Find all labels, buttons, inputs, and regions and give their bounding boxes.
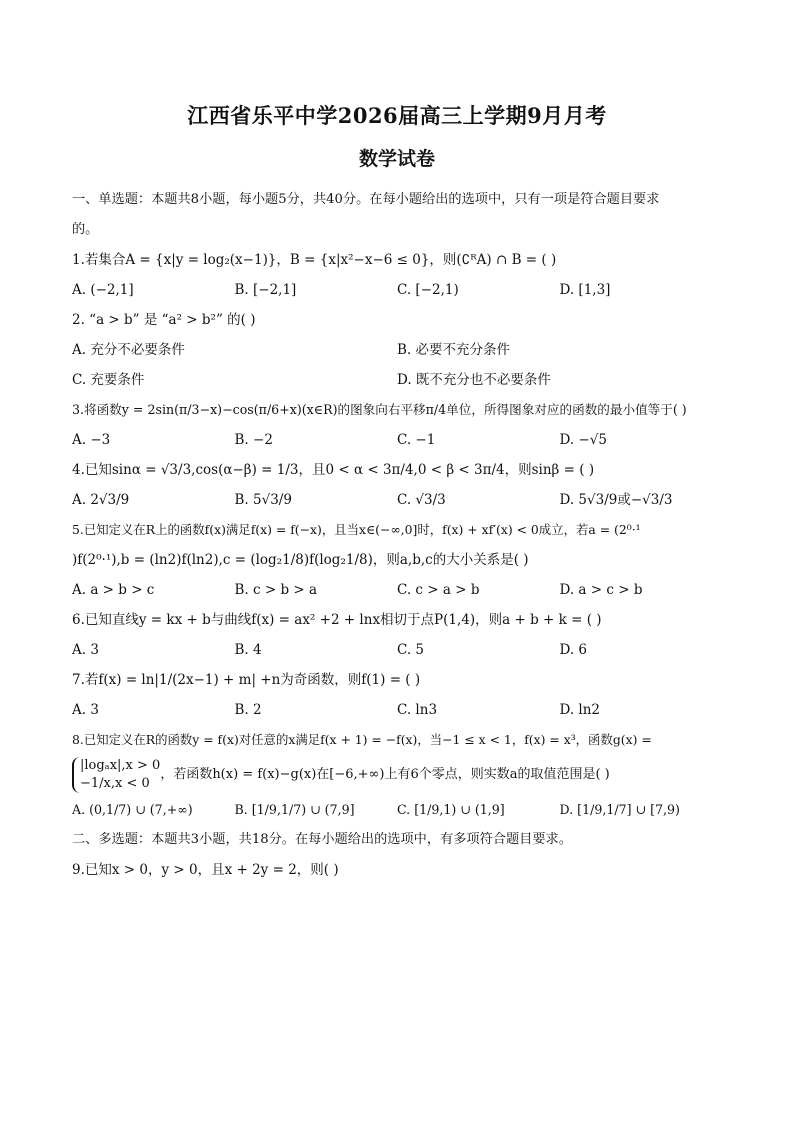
q5-option-a: A. a > b > c bbox=[72, 582, 155, 598]
q7-option-a: A. 3 bbox=[72, 702, 99, 718]
q4-option-c: C. √3/3 bbox=[397, 492, 446, 508]
question-9-stem: 9.已知x > 0，y > 0，且x + 2y = 2，则( ) bbox=[72, 862, 339, 878]
q7-option-d: D. ln2 bbox=[559, 702, 601, 718]
question-2-options-row2 bbox=[72, 365, 722, 395]
question-6-options bbox=[72, 635, 722, 665]
question-7-stem: 7.若f(x) = ln|1/(2x−1) + m| +n为奇函数，则f(1) = ( ) bbox=[72, 672, 421, 688]
q6-option-a: A. 3 bbox=[72, 642, 99, 658]
q8-option-a: A. (0,1/7) ∪ (7,+∞) bbox=[72, 802, 193, 817]
question-8-options bbox=[72, 795, 722, 825]
question-5-stem-line2: )f(2⁰·¹),b = (ln2)f(ln2),c = (log₂1/8)f(log₂1/8)，则a,b,c的大小关系是( ) bbox=[72, 552, 529, 568]
q2-option-b: B. 必要不充分条件 bbox=[397, 342, 511, 358]
piece-case-2: −1/x,x < 0 bbox=[80, 776, 150, 791]
question-8-stem-line1: 8.已知定义在R的函数y = f(x)对任意的x满足f(x + 1) = −f(x)，当−1 ≤ x < 1，f(x) = x³，函数g(x) = bbox=[72, 732, 652, 747]
q3-option-c: C. −1 bbox=[397, 432, 436, 448]
q7-option-b: B. 2 bbox=[234, 702, 262, 718]
q3-option-a: A. −3 bbox=[72, 432, 111, 448]
q6-option-d: D. 6 bbox=[559, 642, 588, 658]
q5-option-b: B. c > b > a bbox=[234, 582, 318, 598]
section-1-desc: 本题共8小题，每小题5分，共40分。在每小题给出的选项中，只有一项是符合题目要求 bbox=[151, 192, 660, 207]
section-2-desc: 本题共3小题，共18分。在每小题给出的选项中，有多项符合题目要求。 bbox=[151, 832, 572, 847]
question-2-options-row1 bbox=[72, 335, 722, 365]
q1-option-a: A. (−2,1] bbox=[72, 282, 134, 298]
q3-option-b: B. −2 bbox=[234, 432, 273, 448]
exam-page bbox=[72, 100, 722, 885]
question-2-stem: 2. “a > b” 是 “a² > b²” 的( ) bbox=[72, 312, 256, 328]
q3-option-d: D. −√5 bbox=[559, 432, 607, 448]
question-1-options bbox=[72, 275, 722, 305]
q5-option-c: C. c > a > b bbox=[397, 582, 480, 598]
q8-option-b: B. [1/9,1/7) ∪ (7,9] bbox=[234, 802, 355, 817]
q1-option-b: B. [−2,1] bbox=[234, 282, 297, 298]
question-4-stem: 4.已知sinα = √3/3,cos(α−β) = 1/3，且0 < α < 3π/4,0 < β < 3π/4，则sinβ = ( ) bbox=[72, 462, 595, 478]
q4-option-a: A. 2√3/9 bbox=[72, 492, 130, 508]
exam-title: 江西省乐平中学2026届高三上学期9月月考 bbox=[187, 103, 607, 128]
piecewise-function-g bbox=[72, 757, 160, 793]
question-3-stem: 3.将函数y = 2sin(π/3−x)−cos(π/6+x)(x∈R)的图象向右平移π/4单位，所得图象对应的函数的最小值等于( ) bbox=[72, 402, 687, 417]
question-8-stem-tail: ，若函数h(x) = f(x)−g(x)在[−6,+∞)上有6个零点，则实数a的取值范围是( ) bbox=[160, 767, 610, 782]
section-2-label: 二、多选题： bbox=[72, 832, 152, 847]
section-1-label: 一、单选题： bbox=[72, 192, 152, 207]
q2-option-d: D. 既不充分也不必要条件 bbox=[397, 372, 551, 388]
q4-option-d: D. 5√3/9或−√3/3 bbox=[559, 492, 673, 508]
q7-option-c: C. ln3 bbox=[397, 702, 438, 718]
question-3-options bbox=[72, 425, 722, 455]
section-2-header bbox=[72, 825, 722, 855]
q2-option-a: A. 充分不必要条件 bbox=[72, 342, 185, 358]
q8-option-c: C. [1/9,1) ∪ (1,9] bbox=[397, 802, 505, 817]
question-5-options bbox=[72, 575, 722, 605]
question-4-options bbox=[72, 485, 722, 515]
piece-case-1: |logₐx|,x > 0 bbox=[80, 758, 161, 773]
exam-subject: 数学试卷 bbox=[358, 148, 435, 170]
q4-option-b: B. 5√3/9 bbox=[234, 492, 292, 508]
section-1-header bbox=[72, 185, 722, 245]
q8-option-d: D. [1/9,1/7] ∪ [7,9) bbox=[559, 802, 680, 817]
q2-option-c: C. 充要条件 bbox=[72, 372, 145, 388]
q6-option-c: C. 5 bbox=[397, 642, 425, 658]
question-6-stem: 6.已知直线y = kx + b与曲线f(x) = ax² +2 + lnx相切于点P(1,4)，则a + b + k = ( ) bbox=[72, 612, 602, 628]
question-7-options bbox=[72, 695, 722, 725]
question-1-stem: 1.若集合A = {x|y = log₂(x−1)}，B = {x|x²−x−6 ≤ 0}，则(∁ᴿA) ∩ B = ( ) bbox=[72, 252, 557, 268]
question-5-stem-line1: 5.已知定义在R上的函数f(x)满足f(x) = f(−x)，且当x∈(−∞,0]时，f(x) + xf′(x) < 0成立，若a = (2⁰·¹ bbox=[72, 522, 641, 537]
section-1-desc-cont: 的。 bbox=[72, 222, 99, 237]
question-8-stem-line2 bbox=[72, 757, 722, 793]
q6-option-b: B. 4 bbox=[234, 642, 262, 658]
q5-option-d: D. a > c > b bbox=[559, 582, 643, 598]
q1-option-d: D. [1,3] bbox=[559, 282, 611, 298]
q1-option-c: C. [−2,1) bbox=[397, 282, 459, 298]
